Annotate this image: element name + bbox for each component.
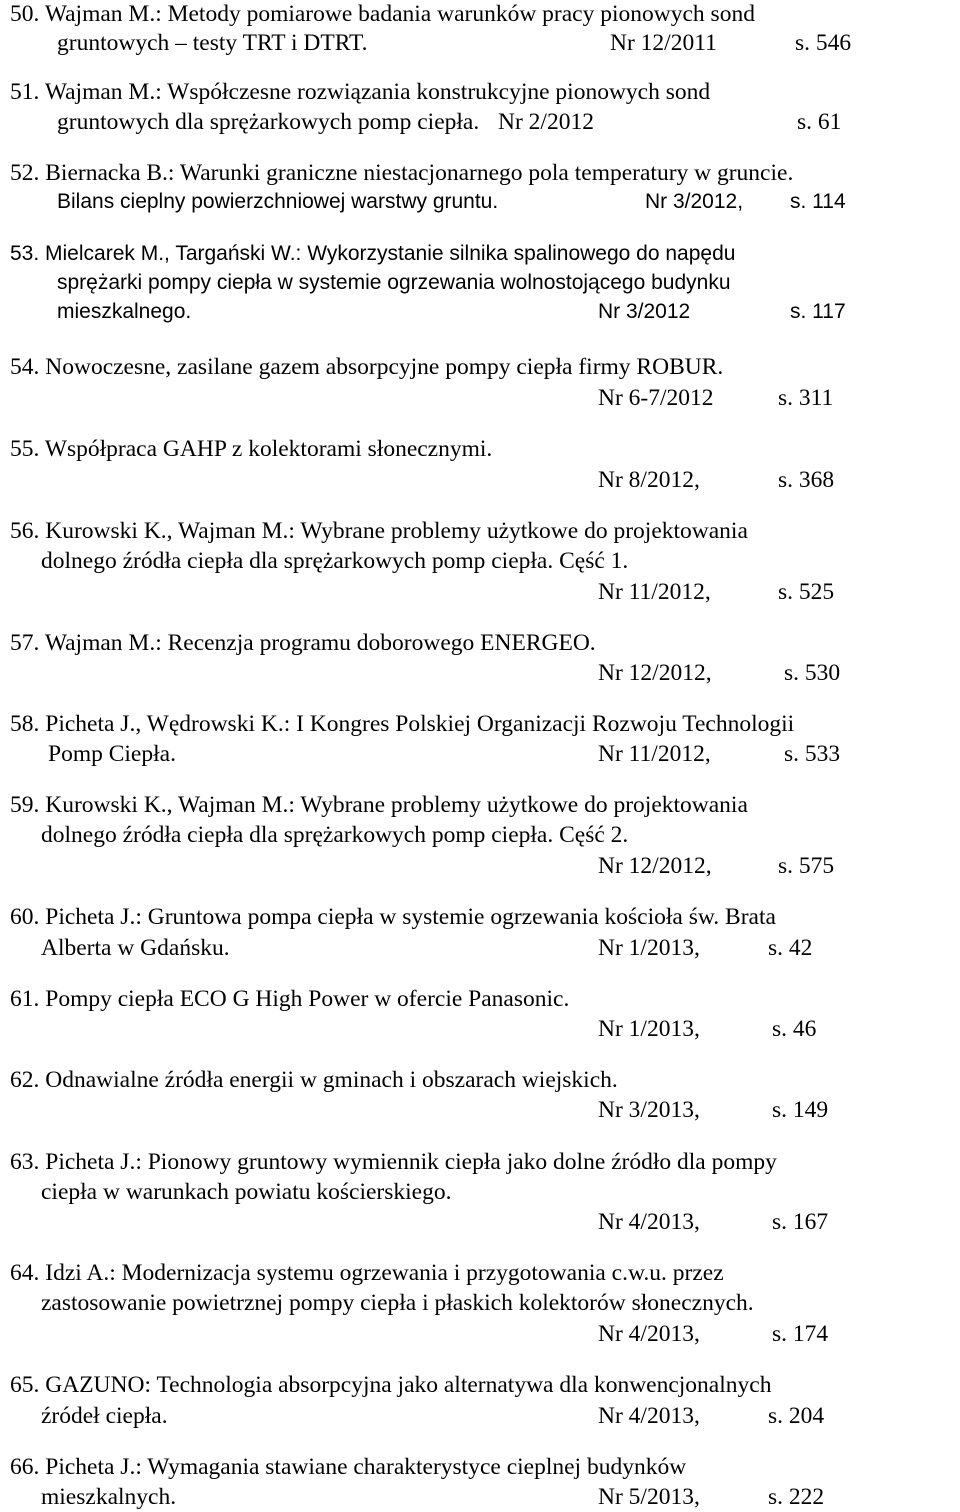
page-number: s. 61 <box>797 109 842 135</box>
entry-text: 63. Picheta J.: Pionowy gruntowy wymiennik ciepła jako dolne źródło dla pompy <box>10 1149 777 1175</box>
page-number: s. 525 <box>778 579 835 605</box>
entry-text: 53. Mielcarek M., Targański W.: Wykorzystanie silnika spalinowego do napędu <box>10 242 736 265</box>
page-number: s. 149 <box>772 1097 829 1123</box>
entry-text: 56. Kurowski K., Wajman M.: Wybrane problemy użytkowe do projektowania <box>10 518 748 544</box>
entry-text: zastosowanie powietrznej pompy ciepła i płaskich kolektorów słonecznych. <box>41 1290 754 1316</box>
page-number: s. 117 <box>790 300 846 323</box>
issue-number: Nr 1/2013, <box>598 1016 700 1042</box>
entry-text: 66. Picheta J.: Wymagania stawiane charakterystyce cieplnej budynków <box>10 1454 687 1480</box>
entry-text: Alberta w Gdańsku. <box>41 935 230 961</box>
entry-text: 52. Biernacka B.: Warunki graniczne niestacjonarnego pola temperatury w gruncie. <box>10 160 794 186</box>
issue-number: Nr 6-7/2012 <box>598 385 714 411</box>
entry-text: Pomp Ciepła. <box>48 741 176 767</box>
page-number: s. 533 <box>784 741 841 767</box>
entry-text: 51. Wajman M.: Współczesne rozwiązania konstrukcyjne pionowych sond <box>10 79 711 105</box>
entry-text: 61. Pompy ciepła ECO G High Power w ofercie Panasonic. <box>10 986 570 1012</box>
page-number: s. 42 <box>768 935 813 961</box>
entry-text: 62. Odnawialne źródła energii w gminach i obszarach wiejskich. <box>10 1067 618 1093</box>
entry-text: mieszkalnych. <box>41 1484 177 1510</box>
issue-number: Nr 8/2012, <box>598 467 700 493</box>
entry-text: dolnego źródła ciepła dla sprężarkowych pomp ciepła. Cęść 1. <box>41 548 629 574</box>
issue-number: Nr 3/2012 <box>598 300 691 323</box>
entry-text: 58. Picheta J., Wędrowski K.: I Kongres Polskiej Organizacji Rozwoju Technologii <box>10 711 795 737</box>
issue-number: Nr 12/2012, <box>598 660 712 686</box>
page-number: s. 222 <box>768 1484 825 1510</box>
issue-number: Nr 12/2012, <box>598 853 712 879</box>
entry-text: sprężarki pompy ciepła w systemie ogrzewania wolnostojącego budynku <box>57 271 731 294</box>
page-number: s. 174 <box>772 1321 829 1347</box>
page-number: s. 204 <box>768 1403 825 1429</box>
page-number: s. 546 <box>795 30 852 56</box>
issue-number: Nr 1/2013, <box>598 935 700 961</box>
issue-number: Nr 11/2012, <box>598 741 711 767</box>
page-number: s. 368 <box>778 467 835 493</box>
page-number: s. 114 <box>790 190 846 213</box>
issue-number: Nr 3/2013, <box>598 1097 700 1123</box>
issue-number: Nr 3/2012, <box>645 190 744 213</box>
entry-text: 54. Nowoczesne, zasilane gazem absorpcyjne pompy ciepła firmy ROBUR. <box>10 354 724 380</box>
entry-text: 59. Kurowski K., Wajman M.: Wybrane problemy użytkowe do projektowania <box>10 792 748 818</box>
entry-text: 65. GAZUNO: Technologia absorpcyjna jako alternatywa dla konwencjonalnych <box>10 1372 772 1398</box>
issue-number: Nr 4/2013, <box>598 1209 700 1235</box>
entry-text: 57. Wajman M.: Recenzja programu doborowego ENERGEO. <box>10 630 596 656</box>
entry-text: ciepła w warunkach powiatu kościerskiego. <box>41 1179 452 1205</box>
entry-text: 64. Idzi A.: Modernizacja systemu ogrzewania i przygotowania c.w.u. przez <box>10 1260 724 1286</box>
page-number: s. 311 <box>778 385 834 411</box>
entry-text: dolnego źródła ciepła dla sprężarkowych pomp ciepła. Cęść 2. <box>41 822 629 848</box>
page-number: s. 575 <box>778 853 835 879</box>
entry-text: źródeł ciepła. <box>41 1403 168 1429</box>
entry-text: gruntowych dla sprężarkowych pomp ciepła. <box>57 109 480 135</box>
issue-number: Nr 12/2011 <box>610 30 717 56</box>
page-number: s. 530 <box>784 660 841 686</box>
entry-text: Bilans cieplny powierzchniowej warstwy gruntu. <box>57 190 499 213</box>
entry-text: gruntowych – testy TRT i DTRT. <box>57 30 368 56</box>
issue-number: Nr 5/2013, <box>598 1484 700 1510</box>
issue-number: Nr 2/2012 <box>498 109 594 135</box>
issue-number: Nr 4/2013, <box>598 1403 700 1429</box>
entry-text: mieszkalnego. <box>57 300 192 323</box>
entry-text: 60. Picheta J.: Gruntowa pompa ciepła w systemie ogrzewania kościoła św. Brata <box>10 904 776 930</box>
entry-text: 50. Wajman M.: Metody pomiarowe badania warunków pracy pionowych sond <box>10 1 755 27</box>
page-number: s. 167 <box>772 1209 829 1235</box>
entry-text: 55. Współpraca GAHP z kolektorami słonecznymi. <box>10 436 493 462</box>
issue-number: Nr 11/2012, <box>598 579 711 605</box>
issue-number: Nr 4/2013, <box>598 1321 700 1347</box>
page-number: s. 46 <box>772 1016 817 1042</box>
